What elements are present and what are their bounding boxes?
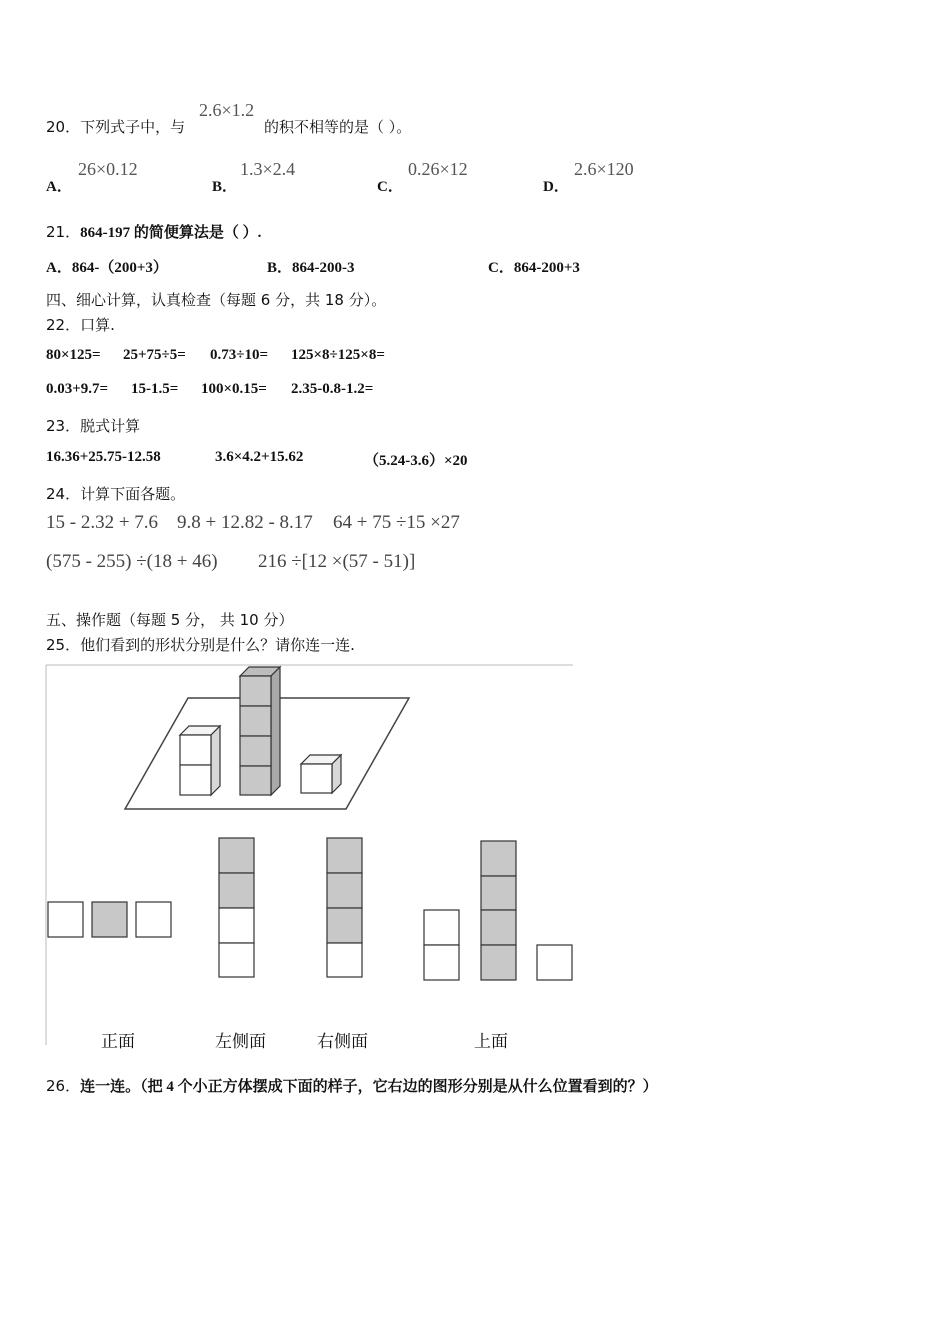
q20-option-d-letter: D． — [543, 179, 569, 195]
q20-option-a-letter: A． — [46, 179, 72, 195]
q24-number: 24． — [46, 485, 81, 503]
q20-option-b-letter: B． — [212, 179, 238, 195]
q20-option-c-expr: 0.26×12 — [408, 159, 468, 179]
q26-text: 连一连。（把 4 个小正方体摆成下面的样子，它右边的图形分别是从什么位置看到的？） — [80, 1079, 658, 1095]
q20-option-c-letter: C． — [377, 179, 403, 195]
q22-row1-item: 80×125= — [46, 347, 101, 363]
q22-number: 22． — [46, 316, 81, 334]
q22-row2-item: 2.35-0.8-1.2= — [291, 381, 374, 397]
q25-number: 25． — [46, 636, 81, 654]
q23-item: 16.36+25.75-12.58 — [46, 449, 161, 465]
top-view-shape — [424, 841, 572, 980]
q21-option-b-letter: B． — [267, 260, 293, 276]
q21-text: 864-197 的简便算法是（ ）. — [80, 225, 262, 241]
q21-option-a-letter: A． — [46, 260, 72, 276]
q22-row1-item: 0.73÷10= — [210, 347, 269, 363]
q21-option-c-expr: 864-200+3 — [513, 260, 580, 276]
front-view-shape — [48, 902, 171, 937]
section-5-heading: 五、操作题（每题 5 分， 共 10 分） — [46, 611, 294, 629]
q21-number: 21． — [46, 223, 81, 241]
q20-text-before: 下列式子中，与 — [80, 118, 186, 136]
q20-number: 20． — [46, 118, 81, 136]
q20-ref-expr: 2.6×1.2 — [199, 100, 255, 120]
q26-stem — [46, 1075, 658, 1096]
q22-row2-item: 100×0.15= — [201, 381, 267, 397]
q23-item: （5.24-3.6）×20 — [364, 453, 468, 469]
q24-row1-expr: 15 - 2.32 + 7.6 — [46, 512, 159, 533]
q21-option-c-letter: C． — [488, 260, 514, 276]
q22-row2-item: 0.03+9.7= — [46, 381, 109, 397]
section-4-heading: 四、细心计算，认真检查（每题 6 分，共 18 分）。 — [46, 291, 387, 309]
white-cube-stack-2 — [180, 726, 220, 795]
q24-row1-expr: 9.8 + 12.82 - 8.17 — [177, 512, 313, 533]
q23-item: 3.6×4.2+15.62 — [215, 449, 304, 465]
label-right-side: 右侧面 — [317, 1032, 368, 1052]
gray-cube-stack-4 — [240, 667, 280, 795]
q20-option-b-expr: 1.3×2.4 — [240, 159, 296, 179]
label-top: 上面 — [474, 1032, 508, 1052]
left-side-view-shape — [219, 838, 254, 977]
right-side-view-shape — [327, 838, 362, 977]
q24-row1-expr: 64 + 75 ÷15 ×27 — [333, 512, 460, 533]
label-front: 正面 — [101, 1032, 135, 1052]
q24-text: 计算下面各题。 — [80, 485, 186, 503]
q23-number: 23． — [46, 417, 81, 435]
q23-text: 脱式计算 — [80, 417, 141, 435]
label-left-side: 左侧面 — [215, 1032, 266, 1052]
q20-option-d-expr: 2.6×120 — [574, 159, 634, 179]
q22-row2-item: 15-1.5= — [131, 381, 179, 397]
white-cube-single — [301, 755, 341, 793]
q24-row2-expr: 216 ÷[12 ×(57 - 51)] — [258, 551, 416, 572]
q22-text: 口算. — [80, 316, 115, 334]
q22-row1-item: 25+75÷5= — [123, 347, 186, 363]
q21-option-b-expr: 864-200-3 — [292, 260, 355, 276]
q24-row2-expr: (575 - 255) ÷(18 + 46) — [46, 551, 218, 572]
q21-option-a-expr: 864-（200+3） — [71, 260, 168, 276]
q20-text-after: 的积不相等的是（ ）。 — [264, 118, 412, 136]
q25-text: 他们看到的形状分别是什么？请你连一连. — [80, 636, 355, 654]
q22-row1-item: 125×8÷125×8= — [291, 347, 385, 363]
q26-number: 26． — [46, 1077, 81, 1095]
q20-option-a-expr: 26×0.12 — [78, 159, 138, 179]
